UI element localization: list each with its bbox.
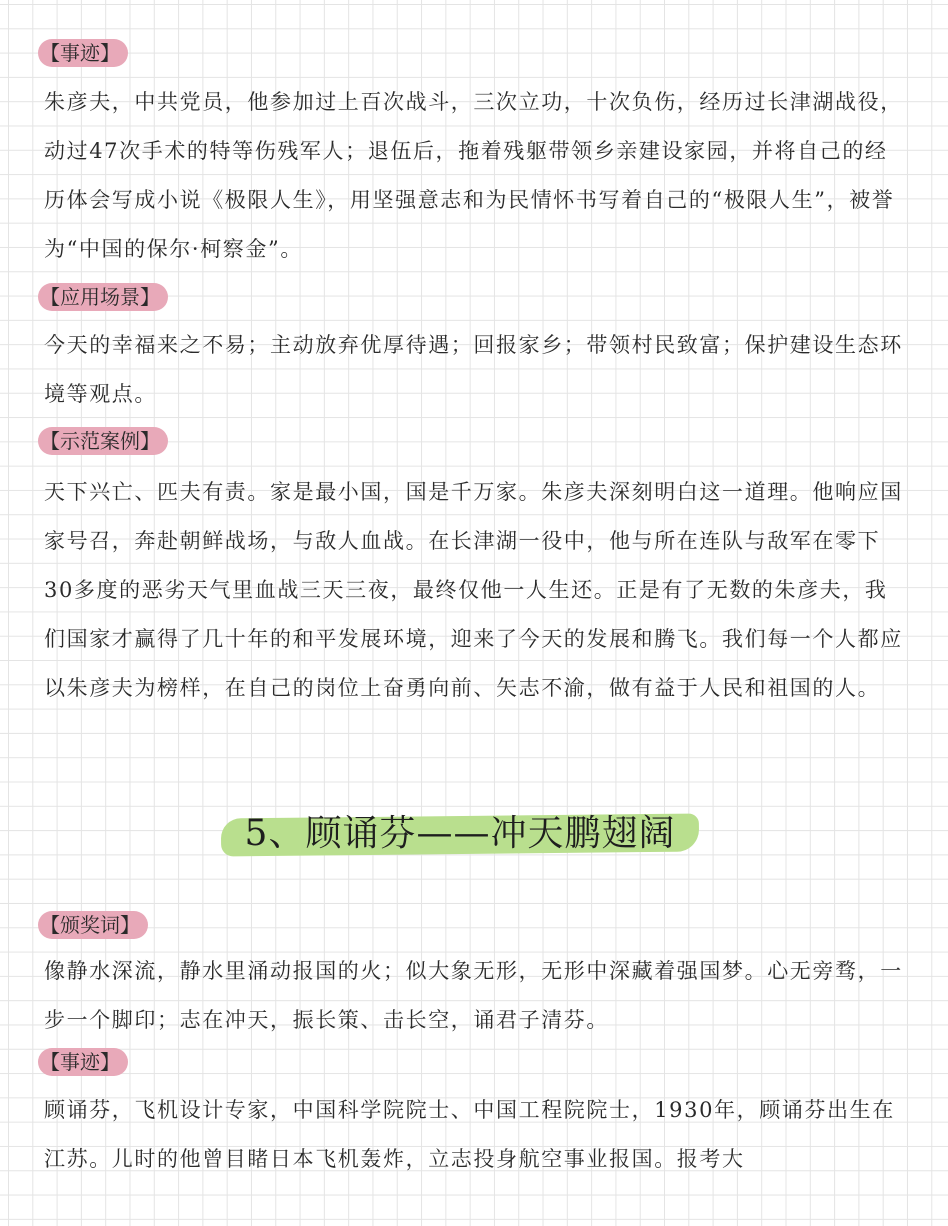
heading-title: 5、顾诵芬——冲天鹏翅阔 (244, 813, 676, 854)
example-tag: 【示范案例】 (38, 427, 168, 455)
award-paragraph: 像静水深流，静水里涌动报国的火；似大象无形，无形中深藏着强国梦。心无旁骛，一步一个脚印；志在冲天，振长策、击长空，诵君子清芬。 (44, 959, 903, 1032)
scenario-paragraph: 今天的幸福来之不易；主动放弃优厚待遇；回报家乡；带领村民致富；保护建设生态环境等观点。 (44, 333, 903, 406)
deeds-tag: 【事迹】 (38, 39, 128, 67)
section-heading (215, 806, 705, 862)
deeds-paragraph-2: 顾诵芬，飞机设计专家，中国科学院院士、中国工程院院士，1930年，顾诵芬出生在江苏。儿时的他曾目睹日本飞机轰炸，立志投身航空事业报国。报考大 (44, 1098, 895, 1171)
deeds-tag-2: 【事迹】 (38, 1048, 128, 1076)
scenario-tag: 【应用场景】 (38, 283, 168, 311)
example-paragraph: 天下兴亡、匹夫有责。家是最小国，国是千万家。朱彦夫深刻明白这一道理。他响应国家号召，奔赴朝鲜战场，与敌人血战。在长津湖一役中，他与所在连队与敌军在零下30多度的恶劣天气里血战三天三夜，最终仅他一人生还。正是有了无数的朱彦夫，我们国家才赢得了几十年的和平发展环境，迎来了今天的发展和腾飞。我们每一个人都应以朱彦夫为榜样，在自己的岗位上奋勇向前、矢志不渝，做有益于人民和祖国的人。 (44, 480, 903, 700)
award-tag: 【颁奖词】 (38, 911, 148, 939)
deeds-paragraph: 朱彦夫，中共党员，他参加过上百次战斗，三次立功，十次负伤，经历过长津湖战役，动过47次手术的特等伤残军人；退伍后，拖着残躯带领乡亲建设家园，并将自己的经历体会写成小说《极限人生》，用坚强意志和为民情怀书写着自己的“极限人生”，被誉为“中国的保尔·柯察金”。 (44, 90, 903, 261)
